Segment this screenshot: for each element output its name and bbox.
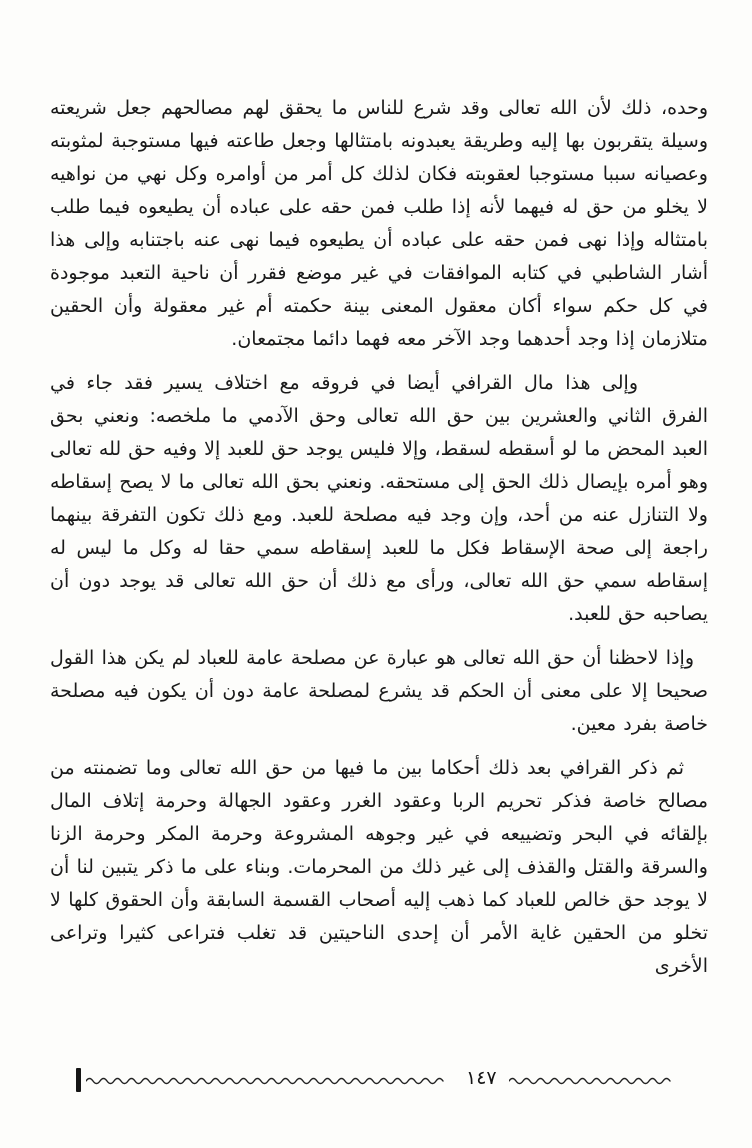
footer-tick xyxy=(76,1068,81,1092)
paragraph-3: وإذا لاحظنا أن حق الله تعالى هو عبارة عن مصلحة عامة للعباد لم يكن هذا القول صحيحا إلا على معنى أن الحكم قد يشرع لمصلحة عامة دون أن يكون فيه مصلحة خاصة بفرد معين. xyxy=(50,647,708,735)
page-body xyxy=(50,92,708,1042)
paragraph-2: وإلى هذا مال القرافي أيضا في فروقه مع اختلاف يسير فقد جاء في الفرق الثاني والعشرين بين حق الله تعالى وحق الآدمي ما ملخصه: ونعني بحق العبد المحض ما لو أسقطه لسقط، وإلا فليس يوجد حق للعبد إلا وفيه حق لله تعالى وهو أمره بإيصال ذلك الحق إلى مستحقه. ونعني بحق الله تعالى ما لا يصح إسقاطه ولا التنازل عنه من أحد، وإن وجد فيه مصلحة للعبد. ومع ذلك تكون التفرقة بينهما راجعة إلى صحة الإسقاط فكل ما للعبد إسقاطه سمي حقا له وكل ما ليس له إسقاطه سمي حق الله تعالى، ورأى مع ذلك أن حق الله تعالى قد يوجد دون أن يصاحبه حق للعبد. xyxy=(50,372,708,625)
footer-rule-right xyxy=(509,1075,677,1085)
page-footer xyxy=(76,1066,666,1094)
footer-rule-left xyxy=(86,1075,454,1085)
page-number: ١٤٧ xyxy=(466,1066,497,1089)
paragraph-1: وحده، ذلك لأن الله تعالى وقد شرع للناس ما يحقق لهم مصالحهم جعل شريعته وسيلة يتقربون بها إليه وطريقة يعبدونه بامتثالها وجعل طاعته فيها مستوجبة لمثوبته وعصيانه سببا مستوجبا لعقوبته فكان لذلك كل أمر من أوامره وكل نهي من نواهيه لا يخلو من حق له فيهما لأنه إذا طلب فمن حقه على عباده أن يطيعوه فيما طلب بامتثاله وإذا نهى فمن حقه على عباده أن يطيعوه فيما نهى عنه باجتنابه وإلى هذا أشار الشاطبي في كتابه الموافقات في غير موضع فقرر أن ناحية التعبد موجودة في كل حكم سواء أكان معقول المعنى بينة حكمته أم غير معقولة وأن الحقين متلازمان إذا وجد أحدهما وجد الآخر معه فهما دائما مجتمعان. xyxy=(50,97,708,350)
paragraph-4: ثم ذكر القرافي بعد ذلك أحكاما بين ما فيها من حق الله تعالى وما تضمنته من مصالح خاصة فذكر تحريم الربا وعقود الغرر وعقود الجهالة وحرمة إتلاف المال بإلقائه في البحر وتضييعه في غير وجوهه المشروعة وحرمة المكر وحرمة الزنا والسرقة والقتل والقذف إلى غير ذلك من المحرمات. وبناء على ما ذكر يتبين لنا أن لا يوجد حق خالص للعباد كما ذهب إليه أصحاب القسمة السابقة وأن الحقوق كلها لا تخلو من الحقين غاية الأمر أن إحدى الناحيتين قد تغلب فتراعى كثيرا وتراعى الأخرى xyxy=(50,757,708,977)
